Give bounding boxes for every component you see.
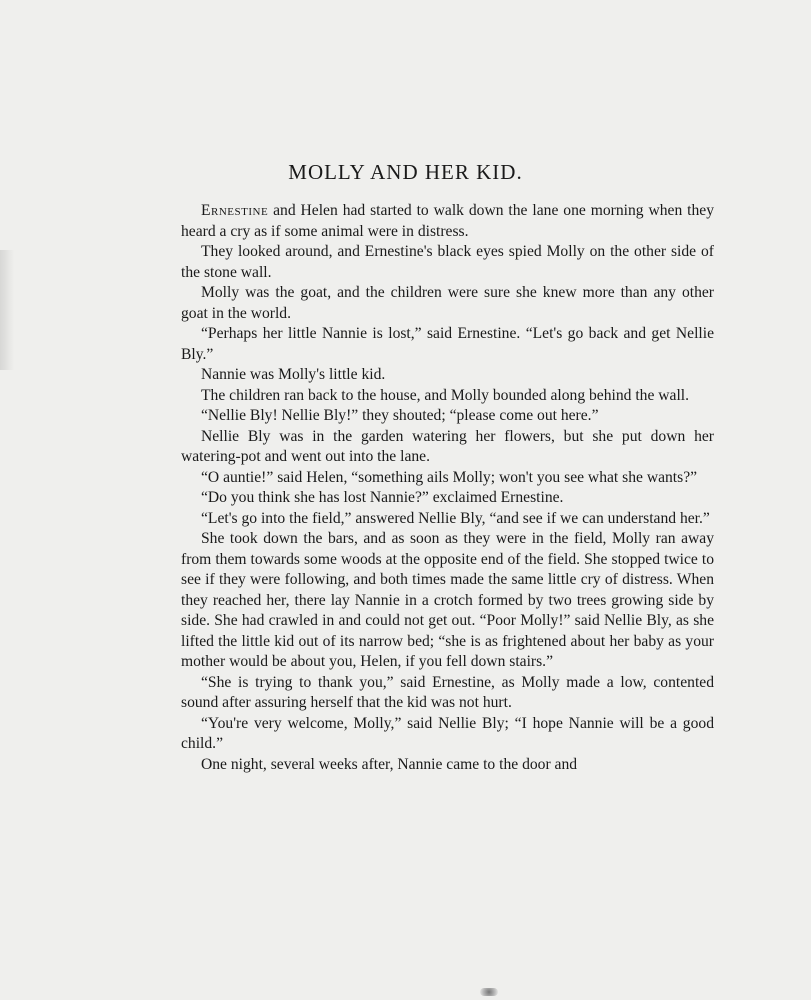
- paragraph-1-text: and Helen had started to walk down the lane one morning when they heard a cry as if some animal were in distress.: [181, 202, 714, 240]
- paragraph-13: “She is trying to thank you,” said Ernestine, as Molly made a low, contented sound after assuring herself that the kid was not hurt.: [181, 673, 714, 711]
- paragraph-7: “Nellie Bly! Nellie Bly!” they shouted; “please come out here.”: [201, 407, 599, 424]
- paragraph-12: She took down the bars, and as soon as they were in the field, Molly ran away from them towards some woods at the opposite end of the field. She stopped twice to see if they were following, and both times made the same little cry of distress. When they reached her, there lay Nannie in a crotch formed by two trees growing side by side. She had crawled in and could not get out. “Poor Molly!” said Nellie Bly, as she lifted the little kid out of its narrow bed; “she is as frightened about her baby as your mother would be about you, Helen, if you fell down stairs.”: [181, 530, 714, 670]
- chapter-title: MOLLY AND HER KID.: [288, 160, 523, 184]
- paragraph-5: Nannie was Molly's little kid.: [201, 366, 386, 383]
- paragraph-4: “Perhaps her little Nannie is lost,” said Ernestine. “Let's go back and get Nellie Bly.”: [181, 325, 714, 363]
- page-smudge: [480, 988, 498, 996]
- paragraph-11: “Let's go into the field,” answered Nellie Bly, “and see if we can understand her.”: [201, 509, 710, 527]
- paragraph-1: [181, 201, 714, 242]
- paragraph-2: They looked around, and Ernestine's black eyes spied Molly on the other side of the stone wall.: [181, 243, 714, 281]
- paragraph-6: The children ran back to the house, and Molly bounded along behind the wall.: [201, 386, 690, 404]
- paragraph-10: “Do you think she has lost Nannie?” exclaimed Ernestine.: [201, 489, 564, 506]
- opening-word: Ernestine: [201, 202, 269, 219]
- paragraph-3: Molly was the goat, and the children were sure she knew more than any other goat in the world.: [181, 284, 714, 322]
- paragraph-8: Nellie Bly was in the garden watering her flowers, but she put down her watering-pot and went out into the lane.: [181, 427, 714, 465]
- story-text: [181, 201, 714, 775]
- paragraph-15: One night, several weeks after, Nannie came to the door and: [201, 755, 578, 773]
- paragraph-14: “You're very welcome, Molly,” said Nellie Bly; “I hope Nannie will be a good child.”: [181, 714, 714, 752]
- paragraph-9: “O auntie!” said Helen, “something ails Molly; won't you see what she wants?”: [201, 468, 698, 486]
